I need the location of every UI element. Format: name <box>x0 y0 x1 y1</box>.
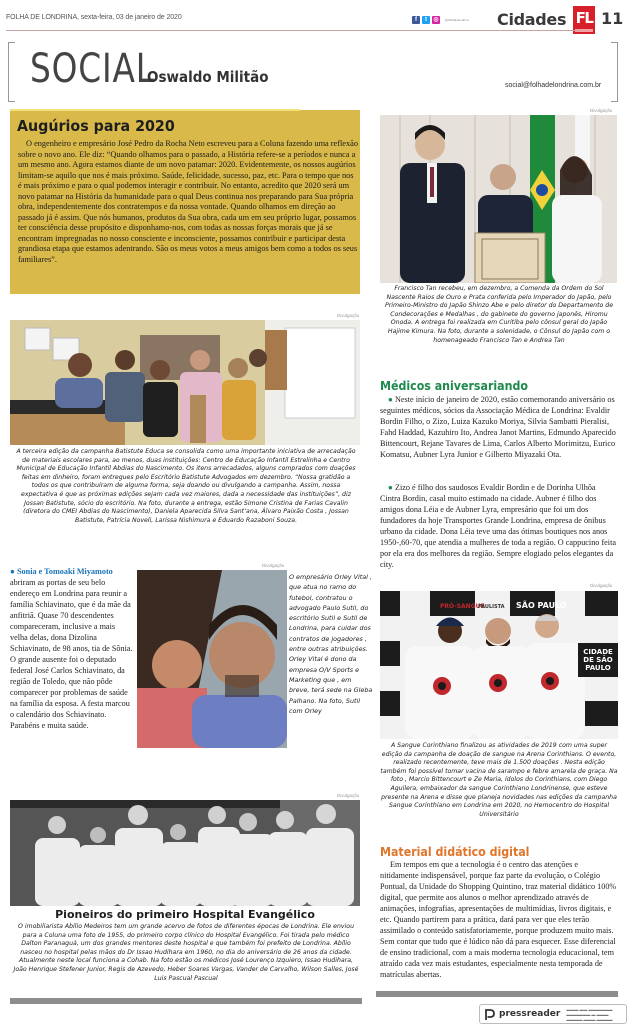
column-title: SOCIAL <box>30 46 155 92</box>
corinthiano-caption: A Sangue Corinthiano finalizou as atividades de 2019 com uma super edição da campanha de doação de sangue na Arena Corinthians. O evento, realizado recentemente, teve mais de 1.500 doações . Nesta edição também foi possível tomar vacina de sarampo e febre amarela de graça. Na foto , Marcio Bittencourt e Ze Maria, ídolos do Corinthians, com Diego Aguilera, embaixador da sangue Corinthiano Londrinense, que esteve presente na Arena e disse que planeja novidades nas edições da campanha Sangue Corinthiano em Londrina em 2020, no Hemocentro do Hospital Universitário <box>380 742 618 818</box>
photo-credit: Divulgação <box>337 793 360 798</box>
schiavinato-body: abriram as portas de seu belo endereço em Londrina para reunir a família Schiavinato, que é da mãe da anfitriã. Quase 70 descendentes compareceram, inclusive a mais velha delas, dona Dizolina Schiavinato, de 98 anos, tia de Sônia. O grande ausente foi o deputado federal José Carlos Schiavinato, da região de Toledo, que não pôde comparecer por problemas de saúde na família da esposa. A festa marcou o calendário dos Schiavinato. Parabéns e muita saúde. <box>10 578 133 730</box>
pressreader-badge[interactable] <box>479 1004 627 1024</box>
header-divider <box>6 30 580 31</box>
bullet-icon: ● <box>388 395 395 404</box>
bullet-icon: ● <box>10 567 17 576</box>
page-number: 11 <box>601 9 624 28</box>
photo-credit: Divulgação <box>262 563 285 568</box>
right-bracket <box>611 42 618 102</box>
bottom-divider-left <box>10 998 362 1004</box>
photo-credit: Divulgação <box>590 108 613 113</box>
left-bracket <box>8 42 15 102</box>
schiavinato-text <box>10 566 134 731</box>
backdrop-pro-sangue: PRÓ-SANGUE <box>440 603 485 610</box>
pressreader-logo-icon <box>485 1008 495 1020</box>
batistute-photo-illustration <box>10 320 360 445</box>
medicos-paragraph-1 <box>380 394 618 460</box>
hospital-photo-illustration <box>10 800 360 906</box>
backdrop-sao-paulo: SÃO PAULO <box>516 601 567 610</box>
column-author: Oswaldo Militão <box>147 68 269 86</box>
photo-credit: Divulgação <box>590 583 613 588</box>
pressreader-fine-print: ▬▬▬ ▬▬ ▬▬▬▬▬▬ ▬▬▬▬▬▬ ▬ ▬▬▬ ▬▬▬▬ ▬▬▬ ▬▬▬▬ <box>566 1006 613 1022</box>
pressreader-wordmark: pressreader <box>499 1009 561 1019</box>
section-name: Cidades <box>497 10 567 29</box>
twitter-icon[interactable]: t <box>422 16 430 24</box>
medicos-paragraph-2 <box>380 482 618 570</box>
instagram-icon[interactable]: ◎ <box>433 17 439 23</box>
tan-photo <box>380 115 617 283</box>
hospital-photo <box>10 800 360 906</box>
masthead-dateline: FOLHA DE LONDRINA, sexta-feira, 03 de janeiro de 2020 <box>6 14 182 21</box>
material-title: Material didático digital <box>380 845 530 859</box>
orley-caption: O empresário Orley Vital , que atua no ramo do futebol, contratou o advogado Paulo Sutil, do escritório Sutil e Sutil de Londrina, para cuidar dos contratos de jogadores , entre outras atribuições. Orley Vital é dono da empresa O/V Sports e Marketing que , em breve, terá sede na Gleba Palhano. Na foto, Sutil com Orley <box>289 573 373 715</box>
hospital-title: Pioneiros do primeiro Hospital Evangélico <box>55 908 315 921</box>
photo-credit: Divulgação <box>337 313 360 318</box>
augurios-title: Augúrios para 2020 <box>17 117 175 135</box>
orley-photo-illustration <box>137 570 287 748</box>
logo-text: FL <box>575 9 593 27</box>
material-text: Em tempos em que a tecnologia é o centro das atenções e nitidamente indispensável, porque faz parte da evolução, o Colégio Pontual, da Unidade do Shopping Quintino, traz material didático 100% digital, que permite aos alunos o melhor aprendizado através de animações, infografias, apresentações de multimídias, livros digitais, e etc. Quando partirem para a prática, dará para ver que eles terão assimilado o conteúdo satisfatoriamente, porque produzem muito mais. Sem contar que tudo que é lúdico não dá para esquecer. Esse diferencial de ensino tradicional, com a mais moderna tecnologia educacional, tem atraído cada vez mais estudantes, especialmente nesta temporada de matrículas abertas. <box>380 860 617 979</box>
medicos-text-1: Neste início de janeiro de 2020, estão comemorando aniversário os seguintes médicos, sócios da Associação Médica de Londrina: Evaldir Bordin Filho, o Zizo, Luiza Kazuko Moriya, Silvia Sambatti Pieralisi, Fahd Haddad, Kazuhiro Ito, Andrea Janot Martins, Edmundo Aparecido Bittencourt, Rejane Tavares de Lima, Carlos Alberto Morimitzu, Eurico Komatsu, Aubner Lyra Junior e Gilberto Miyazaki Ota. <box>380 395 616 459</box>
facebook-icon[interactable]: f <box>412 16 420 24</box>
orley-photo <box>137 570 287 748</box>
bottom-divider-right <box>376 991 618 997</box>
batistute-caption: A terceira edição da campanha Batistute Educa se consolida como uma importante iniciativa de arrecadação de materiais escolares para, ao menos, duas instituições: Centro de Educação Infantil Estrelinha e Centro Municipal de Educação Infantil Abdias do Nascimento. Os itens arrecadados, alguns comprados com doações feitas em dinheiro, foram entregues pelo Escritório Batistute Advogados em dezembro. “Nossa gratidão a todos os que contribuíram de alguma forma, seja doando ou divulgando a campanha. Assim, nossa expectativa é que as próximas edições sejam cada vez maiores, dada a necessidade das instituições”, diz Jossan Batistute, sócio do escritório. Na foto, durante a entrega, estão Simone Cristina de Farias Cavalin (diretora do CMEI Abdias do Nascimento), Daniela Aparecida Silva Sant’ana, Álvaro Paixão Costa , Jossan Batistute, Patrícia Noveli, Larissa Nishimura e Eduardo Razaboni Souza. <box>16 448 356 524</box>
hospital-caption: O imobiliarista Abílio Medeiros tem um grande acervo de fotos de diferentes épocas de Londrina. Ele enviou para a Coluna uma foto de 1955, do primeiro corpo clínico do Hospital Evangélico. Foi tirada pelo médico Dalton Paranaguá, um dos grandes mentores deste hospital e que também foi prefeito de Londrina. Abílio nasceu no hospital pelas mãos do Dr Issao Hudihara em 1960, no dia do aniversário de 26 anos da cidade. Atualmente neste local funciona a Cohab. Na foto estão os médicos José Lourenço Izquiero, Issao Hudihara, João Henrique Stefener Junior, Regis de Azevedo, Heber Soares Vargas, Vander de Carvalho, Wilson Salles, José Luis Pascual Pascual <box>13 923 359 982</box>
tan-photo-illustration <box>380 115 617 283</box>
social-icons <box>412 16 469 24</box>
augurios-text: O engenheiro e empresário José Pedro da Rocha Neto escreveu para a Coluna fazendo uma reflexão sobre o novo ano. Ele diz: “Quando olhamos para o passado, a História refere-se a períodos e nunca a um mesmo ano. Agora estamos diante de um novo patamar: 2020. Evidentemente, os nossos augúrios limitam-se aquilo que nos é mais próximo. Saúde, felicidade, sucesso, paz, etc. Para o tempo que nos é mais próximo e para o qual podemos interagir e contribuir. No entanto, acredito que 2020 será um novo patamar na História da humanidade para o qual Deus continua nos preparando para Sua própria obra, independentemente dos contratempos e da nossa vontade. Quando olhamos em direção ao passado já é assim. Que nós humanos, produtos da Sua obra, cada um em seu próprio lugar, possamos ter consciência desse propósito e disponhamo-nos, com todas as nossas forças morais que já se encontram impregnadas no nosso consciente e inconsciente, possamos contribuir e participar desta grandiosa etapa que estamos adentrando. São os meus votos a meus amigos bem como a todos os seus familiares”. <box>18 139 358 264</box>
tan-caption: Francisco Tan recebeu, em dezembro, a Comenda da Ordem do Sol Nascente Raios de Ouro e Prata conferida pelo Imperador do Japão, pelo Primeiro-Ministro do Japão Shinzo Abe e pelo diretor do Departamento de Condecorações e Medalhas , do gabinete do governo japonês, Hiromu Onoda. A entrega foi realizada em Curitiba pelo cônsul geral do Japão Hajime Kimura. Na foto, durante a solenidade, o Cônsul do Japão com o homenageado Francisco Tan e Andrea Tan <box>384 285 614 344</box>
backdrop-cidade-panel <box>578 643 618 677</box>
column-email[interactable]: social@folhadelondrina.com.br <box>505 82 602 89</box>
backdrop-paulista: PAULISTA <box>478 604 505 610</box>
medicos-text-2: Zizo é filho dos saudosos Evaldir Bordin e de Dorinha Ulhôa Cintra Bordin, casal muito estimado na cidade. Aubner é filho dos amigos dona Léia e de Aubner Lyra, empresário que foi um dos fundadores da hoje Transportes Grande Londrina, empresa de ônibus urbano da cidade. Dona Léia teve uma das ótimas boutiques nos anos 1950-,60-70, que atendia a mulheres de toda a região. O cappucino feita por ela era dos melhores da região. Sempre elogiado pelos elegantes da city. <box>380 483 616 569</box>
schiavinato-names: Sonia e Tomoaki Miyamoto <box>17 567 113 576</box>
bullet-icon: ● <box>388 483 395 492</box>
backdrop-cidade: CIDADE DE SÃO PAULO <box>583 648 613 672</box>
medicos-title: Médicos aniversariando <box>380 379 528 393</box>
augurios-top-rule <box>10 109 300 111</box>
social-handle: @folhadelondrina <box>445 18 469 22</box>
batistute-photo <box>10 320 360 445</box>
